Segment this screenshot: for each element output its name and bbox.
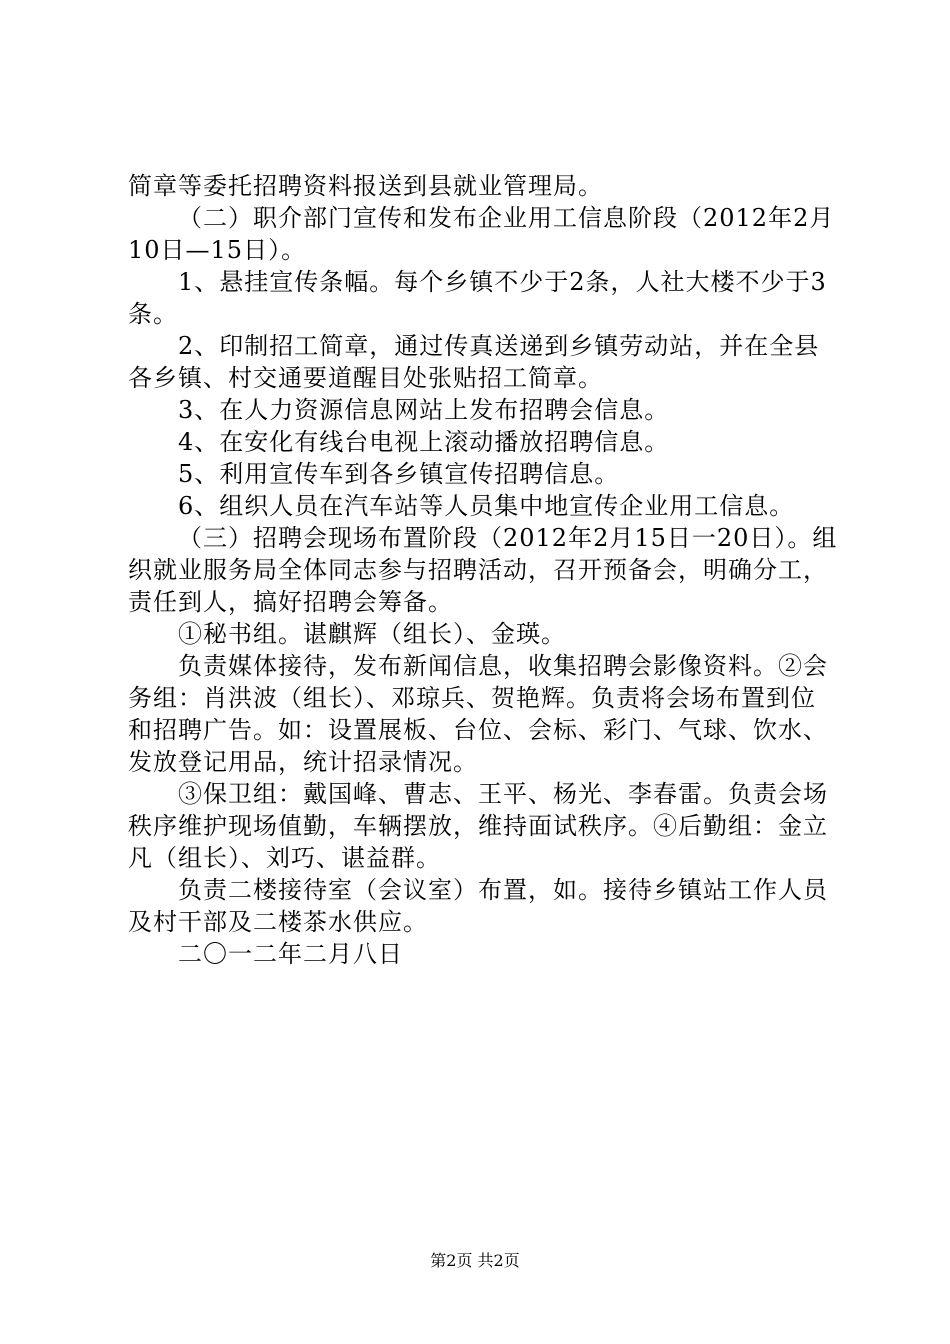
paragraph-item-1: 1、悬挂宣传条幅。每个乡镇不少于2条，人社大楼不少于3条。 bbox=[128, 268, 827, 328]
paragraph-item-2: 2、印制招工简章，通过传真送递到乡镇劳动站，并在全县各乡镇、村交通要道醒目处张贴招工简章。 bbox=[128, 332, 820, 392]
paragraph-item-3: 3、在人力资源信息网站上发布招聘会信息。 bbox=[178, 396, 670, 424]
page-number-footer: 第2页 共2页 bbox=[430, 1251, 520, 1270]
document-body bbox=[128, 170, 838, 970]
paragraph-logistics-duties: 负责二楼接待室（会议室）布置，如。接待乡镇站工作人员及村干部及二楼茶水供应。 bbox=[128, 876, 828, 936]
document-date: 二〇一二年二月八日 bbox=[178, 940, 403, 968]
paragraph-item-5: 5、利用宣传车到各乡镇宣传招聘信息。 bbox=[178, 460, 620, 488]
paragraph-section-three: （三）招聘会现场布置阶段（2012年2月15日一20日）。组织就业服务局全体同志参与招聘活动，召开预备会，明确分工，责任到人，搞好招聘会筹备。 bbox=[128, 524, 838, 616]
paragraph-secretary-group: ①秘书组。谌麒辉（组长）、金瑛。 bbox=[178, 620, 566, 648]
paragraph-section-two-heading: （二）职介部门宣传和发布企业用工信息阶段（2012年2月10日—15日）。 bbox=[128, 204, 835, 264]
paragraph-continuation: 简章等委托招聘资料报送到县就业管理局。 bbox=[128, 172, 603, 200]
paragraph-item-6: 6、组织人员在汽车站等人员集中地宣传企业用工信息。 bbox=[178, 492, 795, 520]
paragraph-conference-group: 负责媒体接待，发布新闻信息，收集招聘会影像资料。②会务组：肖洪波（组长）、邓琼兵、贺艳辉。负责将会场布置到位和招聘广告。如：设置展板、台位、会标、彩门、气球、饮水、发放登记用品，统计招录情况。 bbox=[128, 652, 828, 776]
paragraph-security-group: ③保卫组：戴国峰、曹志、王平、杨光、李春雷。负责会场秩序维护现场值勤，车辆摆放，维持面试秩序。④后勤组：金立凡（组长）、刘巧、谌益群。 bbox=[128, 780, 828, 872]
paragraph-item-4: 4、在安化有线台电视上滚动播放招聘信息。 bbox=[178, 428, 670, 456]
